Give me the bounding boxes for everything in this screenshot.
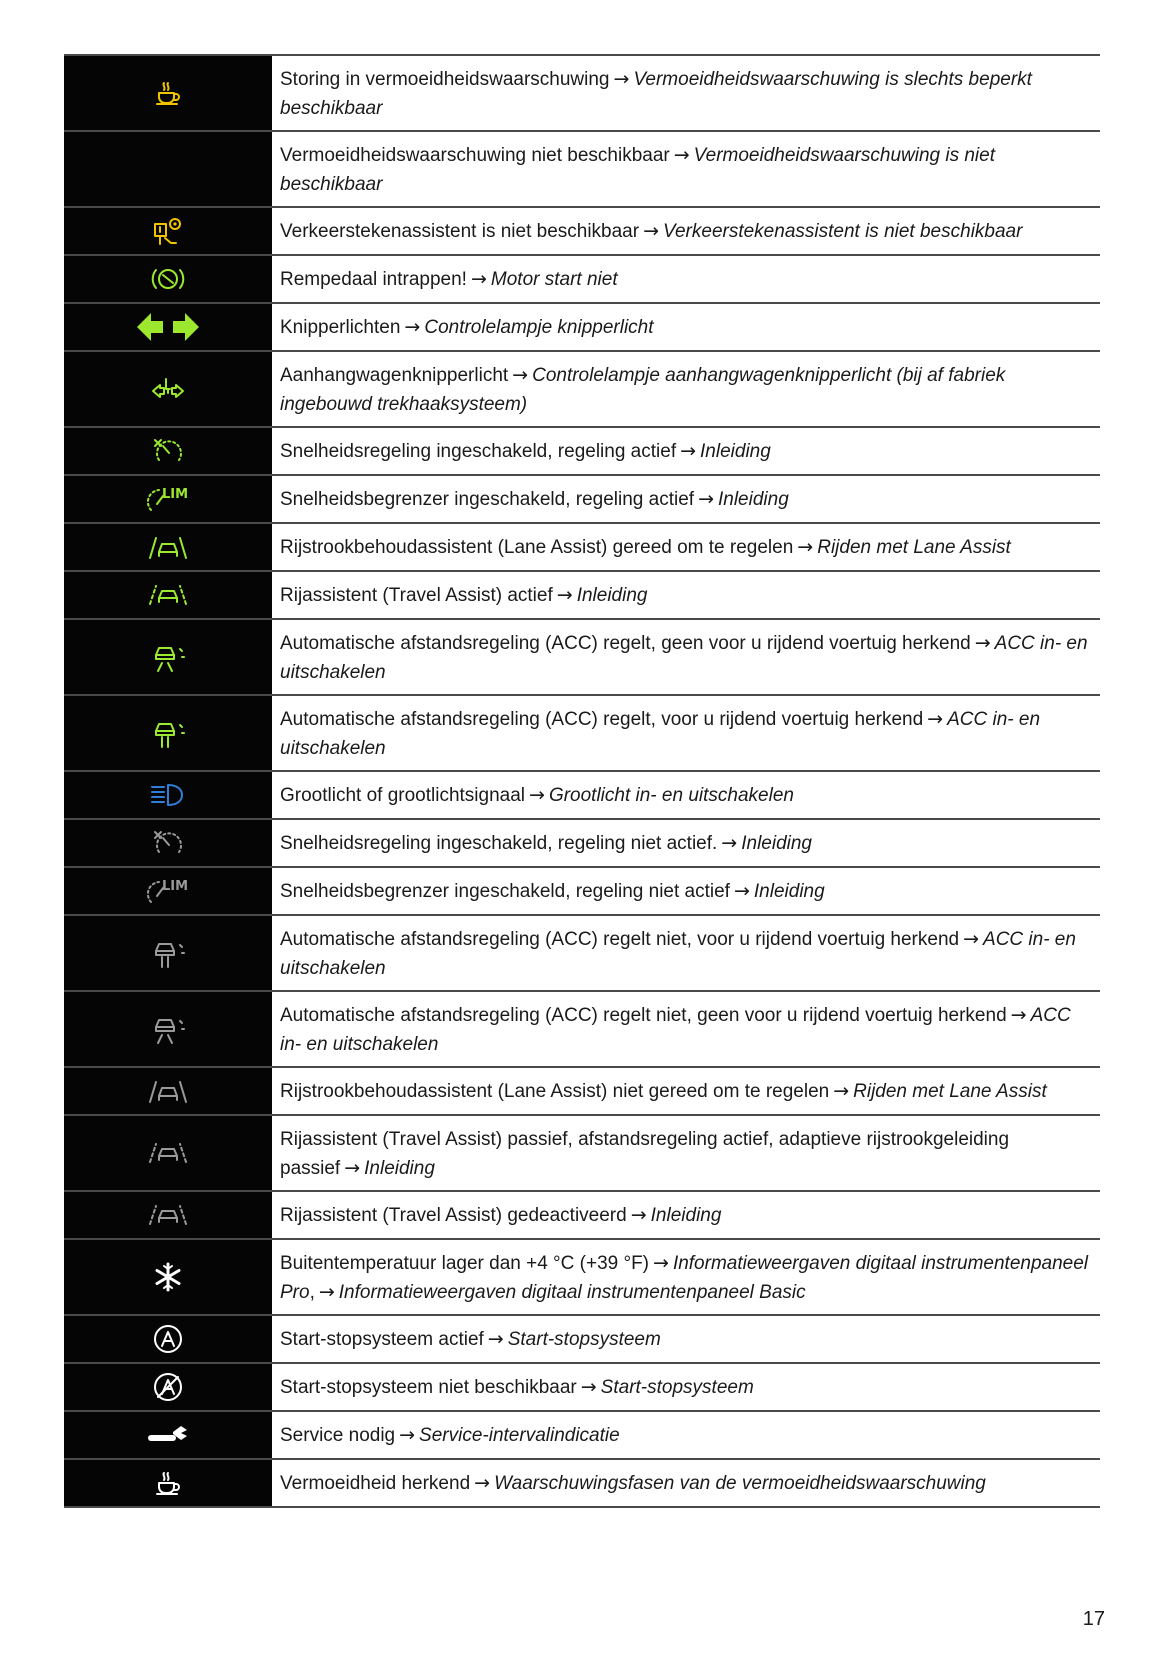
coffee-cup-icon — [154, 1469, 182, 1497]
arrow-right-icon: → — [673, 143, 690, 166]
cross-reference-link[interactable]: Start-stopsysteem — [507, 1329, 661, 1350]
description-text: Service nodig — [280, 1425, 396, 1446]
travel-assist-icon — [148, 582, 188, 608]
icon-cell — [64, 476, 272, 522]
cross-reference-link[interactable]: Waarschuwingsfasen van de vermoeidheidswaarschuwing — [494, 1473, 986, 1494]
table-row — [64, 1240, 1100, 1316]
description-text: Automatische afstandsregeling (ACC) regelt, voor u rijdend voertuig herkend — [280, 708, 924, 730]
svg-text:LIM: LIM — [162, 487, 189, 502]
table-row — [64, 772, 1100, 820]
description-text: Verkeerstekenassistent is niet beschikbaar — [280, 221, 640, 242]
description-text: Rijassistent (Travel Assist) gedeactiveerd — [280, 1205, 627, 1226]
icon-cell — [64, 208, 272, 254]
arrow-right-icon: → — [680, 440, 697, 462]
description-text: Snelheidsbegrenzer ingeschakeld, regeling actief — [280, 489, 695, 510]
high-beam-icon — [150, 782, 186, 808]
description-cell — [272, 132, 1100, 206]
acc-no-vehicle-icon — [148, 641, 188, 673]
table-row — [64, 256, 1100, 304]
description-text: Start-stopsysteem niet beschikbaar — [280, 1377, 577, 1398]
icon-cell — [64, 916, 272, 990]
cross-reference-link[interactable]: Inleiding — [650, 1205, 722, 1226]
description-text: Knipperlichten — [280, 317, 401, 338]
description-cell — [272, 256, 1100, 302]
description-cell — [272, 1364, 1100, 1410]
icon-cell — [64, 56, 272, 130]
arrow-right-icon: → — [643, 220, 660, 242]
cross-reference-link[interactable]: Controlelampje aanhangwagenknipperlicht (bij af fabriek ingebouwd trekhaaksysteem) — [280, 364, 1006, 415]
description-cell — [272, 428, 1100, 474]
arrow-right-icon: → — [974, 631, 991, 654]
table-row — [64, 572, 1100, 620]
cross-reference-link[interactable]: Inleiding — [700, 441, 771, 462]
table-row — [64, 352, 1100, 428]
icon-cell — [64, 1192, 272, 1238]
icon-cell — [64, 352, 272, 426]
lane-assist-icon — [148, 534, 188, 560]
coffee-cup-icon — [154, 79, 182, 107]
cross-reference-link[interactable]: Inleiding — [753, 881, 825, 902]
cross-reference-link[interactable]: Vermoeidheidswaarschuwing is niet beschikbaar — [280, 144, 995, 195]
table-row — [64, 1116, 1100, 1192]
icon-cell — [64, 572, 272, 618]
table-row — [64, 1192, 1100, 1240]
trailer-turn-signal-icon — [150, 375, 186, 403]
cross-reference-link[interactable]: Inleiding — [364, 1157, 435, 1179]
description-cell — [272, 916, 1100, 990]
table-row — [64, 868, 1100, 916]
description-text: Grootlicht of grootlichtsignaal — [280, 785, 526, 806]
table-row — [64, 476, 1100, 524]
cross-reference-link[interactable]: Start-stopsysteem — [600, 1377, 754, 1398]
description-cell — [272, 572, 1100, 618]
table-row — [64, 132, 1100, 208]
description-cell — [272, 620, 1100, 694]
acc-vehicle-icon — [148, 717, 188, 749]
description-cell — [272, 208, 1100, 254]
table-row — [64, 1460, 1100, 1508]
wrench-icon — [147, 1424, 189, 1446]
cross-reference-link[interactable]: Inleiding — [576, 585, 648, 606]
description-cell — [272, 56, 1100, 130]
table-row — [64, 1412, 1100, 1460]
description-text: Start-stopsysteem actief — [280, 1329, 484, 1350]
description-cell — [272, 304, 1100, 350]
arrow-right-icon: → — [529, 784, 545, 806]
cross-reference-link[interactable]: Grootlicht in- en uitschakelen — [548, 785, 794, 806]
travel-assist-icon — [148, 1202, 188, 1228]
traffic-sign-assist-icon — [151, 216, 185, 246]
table-row — [64, 524, 1100, 572]
description-text: Snelheidsbegrenzer ingeschakeld, regeling niet actief — [280, 881, 730, 902]
table-row — [64, 992, 1100, 1068]
table-row — [64, 304, 1100, 352]
icon-cell — [64, 1068, 272, 1114]
table-row — [64, 916, 1100, 992]
cross-reference-link[interactable]: Controlelampje knipperlicht — [424, 317, 654, 338]
cruise-control-icon — [151, 436, 185, 466]
description-text: Automatische afstandsregeling (ACC) regelt, geen voor u rijdend voertuig herkend — [280, 632, 971, 654]
icon-cell — [64, 428, 272, 474]
arrow-right-icon: → — [556, 584, 573, 606]
arrow-right-icon: → — [721, 832, 738, 854]
description-cell — [272, 772, 1100, 818]
arrow-right-icon: → — [733, 880, 750, 902]
icon-cell — [64, 820, 272, 866]
icon-cell — [64, 772, 272, 818]
description-text: Storing in vermoeidheidswaarschuwing — [280, 68, 610, 90]
description-text: Automatische afstandsregeling (ACC) regelt niet, geen voor u rijdend voertuig herkend — [280, 1004, 1007, 1026]
cross-reference-link[interactable]: Inleiding — [717, 489, 789, 510]
arrow-right-icon: → — [653, 1251, 669, 1274]
description-text: Snelheidsregeling ingeschakeld, regeling actief — [280, 441, 677, 462]
table-row — [64, 620, 1100, 696]
snowflake-icon — [153, 1262, 183, 1292]
arrow-right-icon: → — [963, 927, 980, 950]
description-cell — [272, 352, 1100, 426]
table-row — [64, 1316, 1100, 1364]
arrow-right-icon: → — [487, 1328, 504, 1350]
brake-pedal-icon — [151, 264, 185, 294]
table-row — [64, 54, 1100, 132]
acc-vehicle-icon — [148, 937, 188, 969]
description-text: Rijassistent (Travel Assist) actief — [280, 585, 553, 606]
icon-cell — [64, 1460, 272, 1506]
start-stop-unavailable-icon — [152, 1371, 184, 1403]
icon-cell — [64, 696, 272, 770]
icon-cell — [64, 1116, 272, 1190]
description-text: Rijstrookbehoudassistent (Lane Assist) niet gereed om te regelen — [280, 1081, 830, 1102]
description-text: Snelheidsregeling ingeschakeld, regeling niet actief. — [280, 833, 718, 854]
icon-cell — [64, 868, 272, 914]
arrow-right-icon: → — [1010, 1003, 1027, 1026]
table-row — [64, 820, 1100, 868]
arrow-right-icon: → — [698, 488, 714, 510]
icon-cell — [64, 1240, 272, 1314]
description-cell — [272, 1116, 1100, 1190]
description-cell — [272, 1460, 1100, 1506]
svg-text:LIM: LIM — [162, 879, 189, 894]
description-cell — [272, 992, 1100, 1066]
arrow-right-icon: → — [797, 536, 814, 558]
arrow-right-icon: → — [613, 67, 630, 90]
description-cell — [272, 1192, 1100, 1238]
cross-reference-link[interactable]: Rijden met Lane Assist — [853, 1081, 1047, 1102]
turn-signal-arrows-icon — [135, 310, 201, 344]
indicator-table — [64, 54, 1100, 1508]
arrow-right-icon: → — [580, 1376, 597, 1398]
cross-reference-link[interactable]: Motor start niet — [490, 269, 618, 290]
table-row — [64, 696, 1100, 772]
cross-reference-link[interactable]: ACC in- en uitschakelen — [280, 928, 1076, 979]
icon-cell — [64, 1316, 272, 1362]
table-row — [64, 1364, 1100, 1412]
travel-assist-icon — [148, 1140, 188, 1166]
description-cell — [272, 696, 1100, 770]
description-text: Rijassistent (Travel Assist) passief, afstandsregeling actief, adaptieve rijstrookgeleiding passief — [280, 1128, 1010, 1179]
icon-cell — [64, 992, 272, 1066]
arrow-right-icon: → — [630, 1204, 647, 1226]
cross-reference-link[interactable]: Service-intervalindicatie — [419, 1425, 620, 1446]
arrow-right-icon: → — [470, 268, 487, 290]
description-text: Aanhangwagenknipperlicht — [280, 364, 509, 386]
acc-no-vehicle-icon — [148, 1013, 188, 1045]
description-cell — [272, 1068, 1100, 1114]
arrow-right-icon: → — [399, 1424, 416, 1446]
arrow-right-icon: → — [318, 1280, 335, 1303]
icon-cell — [64, 620, 272, 694]
arrow-right-icon: → — [474, 1472, 491, 1494]
cross-reference-link[interactable]: Informatieweergaven digitaal instrumentenpaneel Pro — [280, 1252, 1089, 1303]
description-cell — [272, 1412, 1100, 1458]
icon-cell — [64, 304, 272, 350]
speed-limiter-icon — [145, 876, 191, 906]
cross-reference-link[interactable]: Informatieweergaven digitaal instrumentenpaneel Basic — [338, 1281, 806, 1303]
cross-reference-link[interactable]: Verkeerstekenassistent is niet beschikbaar — [663, 221, 1023, 242]
cruise-control-icon — [151, 828, 185, 858]
cross-reference-link[interactable]: ACC in- en uitschakelen — [280, 708, 1041, 759]
start-stop-icon — [152, 1323, 184, 1355]
speed-limiter-icon — [145, 484, 191, 514]
arrow-right-icon: → — [927, 707, 944, 730]
icon-cell — [64, 132, 272, 206]
description-text: Buitentemperatuur lager dan +4 °C (+39 °F) — [280, 1252, 650, 1274]
icon-cell — [64, 256, 272, 302]
description-cell — [272, 1240, 1100, 1314]
table-row — [64, 1068, 1100, 1116]
description-cell — [272, 476, 1100, 522]
description-cell — [272, 1316, 1100, 1362]
description-cell — [272, 820, 1100, 866]
icon-cell — [64, 524, 272, 570]
cross-reference-link[interactable]: ACC in- en uitschakelen — [280, 1004, 1071, 1055]
arrow-right-icon: → — [404, 316, 421, 338]
icon-cell — [64, 1364, 272, 1410]
description-text: Rempedaal intrappen! — [280, 269, 467, 290]
cross-reference-link[interactable]: Rijden met Lane Assist — [817, 537, 1011, 558]
table-row — [64, 208, 1100, 256]
cross-reference-link[interactable]: Vermoeidheidswaarschuwing is slechts beperkt beschikbaar — [280, 68, 1032, 119]
arrow-right-icon: → — [512, 363, 529, 386]
description-text: Automatische afstandsregeling (ACC) regelt niet, voor u rijdend voertuig herkend — [280, 928, 960, 950]
arrow-right-icon: → — [833, 1080, 850, 1102]
separator-text: , — [309, 1281, 315, 1303]
icon-cell — [64, 1412, 272, 1458]
lane-assist-icon — [148, 1078, 188, 1104]
description-text: Rijstrookbehoudassistent (Lane Assist) gereed om te regelen — [280, 537, 794, 558]
table-row — [64, 428, 1100, 476]
cross-reference-link[interactable]: ACC in- en uitschakelen — [280, 632, 1088, 683]
arrow-right-icon: → — [344, 1156, 361, 1179]
description-cell — [272, 868, 1100, 914]
page-number: 17 — [1082, 1608, 1105, 1630]
description-cell — [272, 524, 1100, 570]
description-text: Vermoeidheidswaarschuwing niet beschikbaar — [280, 144, 670, 166]
description-text: Vermoeidheid herkend — [280, 1473, 471, 1494]
cross-reference-link[interactable]: Inleiding — [741, 833, 812, 854]
